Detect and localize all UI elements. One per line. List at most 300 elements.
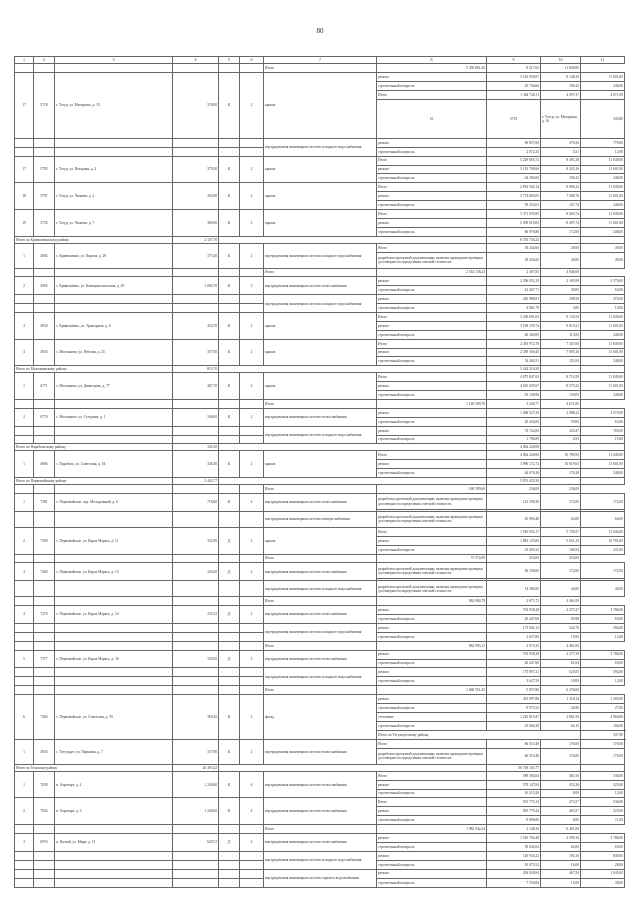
empty-cell — [240, 597, 264, 606]
district-total-label: Итого по Кривошеинскому району — [15, 236, 173, 243]
max-unit-cost: 44,00 — [581, 581, 625, 597]
cost-kind: строительный контроль — [377, 878, 487, 888]
empty-cell — [34, 851, 55, 860]
max-unit-cost: 3 786,00 — [581, 606, 625, 615]
max-unit-cost: 11 601,00 — [581, 72, 625, 81]
work-type: внутридомовая инженерная система холодного водоснабжения — [264, 668, 377, 686]
row-index: 2 — [15, 408, 34, 426]
work-type: внутридомовая инженерная система теплоснабжения — [264, 739, 377, 764]
empty-cell — [173, 554, 219, 563]
total-cost: 4 064 249,08 — [487, 451, 541, 460]
total-cost: 169 589,60 — [377, 485, 487, 494]
area: 357,90 — [173, 339, 219, 366]
floors: 2 — [240, 72, 264, 138]
empty-cell — [55, 147, 173, 156]
house-id: 4933 — [34, 739, 55, 764]
cost-kind: разработка проектной документации, включая проведение проверки достоверности определения сметной стоимости — [377, 511, 487, 527]
unit-cost: 44,00 — [541, 581, 581, 597]
max-unit-cost: 12,00 — [581, 789, 625, 798]
floors: 2 — [240, 339, 264, 366]
cost-kind: Итого — [377, 209, 487, 218]
floors: 4 — [240, 494, 264, 512]
max-unit-cost: 316,00 — [541, 554, 581, 563]
cost-kind: ремонт — [377, 807, 487, 816]
cost-kind: строительный контроль — [377, 417, 487, 426]
empty-cell — [219, 268, 240, 277]
area: 337,90 — [173, 739, 219, 764]
empty-cell — [541, 764, 581, 771]
max-unit-cost: 248,00 — [581, 391, 625, 400]
address: с. Первомайское, ул. Советская, д. 59 — [55, 695, 173, 740]
district-total-area: 337,90 — [581, 730, 625, 739]
max-unit-cost: 231,00 — [581, 545, 625, 554]
total-cost: 9 973,52 — [487, 703, 541, 712]
column-number: 2 — [34, 57, 55, 64]
empty-cell — [219, 869, 240, 878]
max-unit-cost: 248,00 — [581, 81, 625, 90]
max-unit-cost: 11 849,00 — [541, 64, 581, 73]
empty-cell — [34, 581, 55, 597]
empty-cell — [15, 686, 34, 695]
cost-kind: Итого — [264, 597, 377, 606]
empty-cell — [173, 138, 219, 147]
empty-cell — [34, 686, 55, 695]
empty-cell — [34, 64, 55, 73]
table-row — [15, 72, 625, 81]
area: 369,60 — [173, 209, 219, 236]
empty-cell — [15, 138, 34, 147]
unit-cost: 453,36 — [541, 780, 581, 789]
total-cost: 5 309 019,05 — [487, 218, 541, 227]
unit-cost: 461,56 — [541, 771, 581, 780]
cost-kind: ремонт — [377, 460, 487, 469]
max-unit-cost: 49,00 — [581, 243, 625, 252]
material: К — [219, 313, 240, 340]
max-unit-cost: 10 781,00 — [581, 536, 625, 545]
max-unit-cost: 63,00 — [581, 842, 625, 851]
empty-cell — [55, 686, 173, 695]
max-unit-cost: 49,00 — [581, 252, 625, 268]
empty-cell — [240, 554, 264, 563]
cost-kind: строительный контроль — [377, 469, 487, 478]
column-number: 8 — [377, 57, 487, 64]
material: К — [219, 243, 240, 268]
total-cost: 45 736,66 — [487, 81, 541, 90]
max-unit-cost: 63,00 — [581, 615, 625, 624]
cost-kind: Итого — [377, 339, 487, 348]
address: с. Первомайское, ул. Карла Маркса, д. 11 — [55, 527, 173, 554]
empty-cell — [15, 554, 34, 563]
unit-cost: 465,57 — [541, 807, 581, 816]
total-cost: 20 434,00 — [487, 417, 541, 426]
house-id: 4966 — [34, 451, 55, 478]
material: К — [219, 798, 240, 825]
empty-cell — [219, 485, 240, 494]
empty-cell — [173, 851, 219, 860]
empty-cell — [15, 304, 34, 313]
table-row — [15, 851, 625, 860]
table-row — [15, 485, 625, 494]
table-row — [15, 695, 625, 704]
empty-cell — [219, 597, 240, 606]
cost-kind: Итого — [264, 825, 377, 834]
table-row — [15, 554, 625, 563]
empty-cell — [55, 851, 173, 860]
total-cost: 3 230 691,63 — [487, 313, 541, 322]
cost-kind: ремонт — [377, 650, 487, 659]
max-unit-cost: 104,00 — [581, 721, 625, 730]
unit-cost: 2 165,99 — [541, 277, 581, 286]
empty-cell — [173, 400, 219, 409]
house-id: 6770 — [34, 408, 55, 426]
cost-kind: строительный контроль — [377, 721, 487, 730]
material: Д — [219, 650, 240, 668]
column-number: 4 — [173, 57, 219, 64]
district-total-label: Итого по Парабельскому району — [15, 444, 173, 451]
work-type: внутридомовая инженерная система теплоснабжения — [264, 277, 377, 295]
work-type: внутридомовая инженерная система теплоснабжения — [264, 408, 377, 426]
unit-cost: 16,00 — [541, 860, 581, 869]
area: 375,40 — [173, 243, 219, 268]
empty-cell — [219, 623, 240, 632]
table-row — [15, 563, 625, 579]
district-total-cost: 8 376 734,24 — [487, 236, 541, 243]
unit-cost: 3 148,36 — [487, 825, 541, 834]
empty-cell — [34, 147, 55, 156]
empty-cell — [219, 878, 240, 888]
empty-cell — [15, 623, 34, 632]
cost-kind: строительный контроль — [377, 789, 487, 798]
total-cost: 1 068 527,29 — [487, 408, 541, 417]
max-unit-cost: 27,00 — [581, 703, 625, 712]
total-cost: 74 724,00 — [487, 426, 541, 435]
max-unit-cost: 778,00 — [581, 138, 625, 147]
cost-kind: разработка проектной документации, включая проведение проверки достоверности определения сметной стоимости — [377, 563, 487, 579]
cost-kind: ремонт — [377, 348, 487, 357]
work-type: внутридомовая инженерная система теплоснабжения — [264, 563, 377, 581]
empty-cell — [55, 623, 173, 632]
empty-cell — [34, 641, 55, 650]
empty-cell — [34, 295, 55, 304]
cost-kind: строительный контроль — [377, 816, 487, 825]
unit-cost: 172,00 — [541, 227, 581, 236]
empty-cell — [219, 825, 240, 834]
max-unit-cost: 536,00 — [581, 798, 625, 807]
unit-cost: 220,47 — [541, 426, 581, 435]
work-type: крыша — [264, 313, 377, 340]
empty-cell — [219, 444, 487, 451]
floors: 2 — [240, 313, 264, 340]
empty-cell — [34, 677, 55, 686]
cost-kind: Итого — [264, 64, 377, 73]
cost-kind: Итого — [377, 739, 487, 748]
empty-cell — [173, 268, 219, 277]
empty-cell — [219, 236, 487, 243]
max-unit-cost: 248,00 — [581, 227, 625, 236]
max-unit-cost: 11,00 — [581, 816, 625, 825]
max-unit-cost: 594,00 — [581, 623, 625, 632]
table-row — [15, 400, 625, 409]
total-cost: 1 225 819,47 — [487, 712, 541, 721]
row-index: 6 — [15, 695, 34, 740]
floors: 2 — [240, 373, 264, 400]
material: К — [219, 183, 240, 210]
cost-kind: строительный контроль — [377, 391, 487, 400]
max-unit-cost: 248,00 — [581, 469, 625, 478]
row-index: 1 — [15, 771, 34, 798]
unit-cost: 8 148,20 — [541, 72, 581, 81]
unit-cost: 64,15 — [541, 721, 581, 730]
table-row — [15, 834, 625, 843]
empty-cell — [240, 581, 264, 597]
max-unit-cost: 12,00 — [581, 677, 625, 686]
material: К — [219, 494, 240, 512]
table-row — [15, 606, 625, 615]
max-unit-cost: 11 849,00 — [581, 339, 625, 348]
empty-cell — [34, 304, 55, 313]
total-cost: 59 353,61 — [487, 201, 541, 210]
row-index: 5 — [15, 650, 34, 668]
table-row — [15, 494, 625, 510]
floors: 2 — [240, 451, 264, 478]
unit-cost: 8 317,62 — [487, 64, 541, 73]
area: 1 249,60 — [173, 798, 219, 825]
material: К — [219, 209, 240, 236]
empty-cell — [55, 677, 173, 686]
max-unit-cost: 15,00 — [581, 435, 625, 444]
table-row — [15, 641, 625, 650]
empty-cell — [34, 860, 55, 869]
unit-cost: 62,00 — [541, 842, 581, 851]
empty-cell — [55, 869, 173, 878]
address: с. Молчаново, ул. Сутурина, д. 1 — [55, 408, 173, 426]
max-unit-cost: 11 601,00 — [581, 218, 625, 227]
cost-kind: Итого — [264, 686, 377, 695]
cost-kind: утепление — [377, 712, 487, 721]
cost-kind: ремонт — [377, 695, 487, 704]
work-type: внутридомовая инженерная система теплоснабжения — [264, 771, 377, 798]
house-id: 4905 — [34, 277, 55, 295]
empty-cell — [581, 478, 625, 485]
address: г. Тогур, ул. Мичурина, д. 16 — [541, 99, 581, 138]
row-index: 18 — [15, 183, 34, 210]
empty-cell — [219, 295, 240, 304]
area: 333,80 — [581, 99, 625, 138]
address: с. Первомайское, ул. Карла Маркса, д. 34 — [55, 606, 173, 624]
empty-cell — [34, 426, 55, 435]
max-unit-cost: 3 786,00 — [581, 834, 625, 843]
empty-cell — [173, 860, 219, 869]
total-cost: 66 976,80 — [487, 227, 541, 236]
district-total-cost: 5 951 433,30 — [487, 478, 541, 485]
unit-cost: 64,00 — [541, 511, 581, 527]
cost-kind: ремонт — [377, 869, 487, 878]
district-total-label: Итого по Молчановскому району — [15, 366, 173, 373]
total-cost: 3 190 159,74 — [487, 321, 541, 330]
total-cost: 40 260,09 — [487, 330, 541, 339]
row-index: 3 — [15, 834, 34, 852]
empty-cell — [173, 641, 219, 650]
total-cost: 5 256 861,20 — [377, 64, 487, 73]
unit-cost: 2 277,39 — [541, 650, 581, 659]
column-number: 6 — [240, 57, 264, 64]
unit-cost: 5 057,86 — [487, 686, 541, 695]
empty-cell — [55, 435, 173, 444]
max-unit-cost: 63,00 — [581, 417, 625, 426]
empty-cell — [55, 668, 173, 677]
unit-cost: 176,00 — [541, 739, 581, 748]
empty-cell — [240, 485, 264, 494]
area: 335,00 — [173, 650, 219, 668]
row-index: 2 — [15, 798, 34, 825]
max-unit-cost: 172,00 — [581, 563, 625, 579]
empty-cell — [240, 623, 264, 632]
cost-kind: ремонт — [377, 218, 487, 227]
cost-kind: ремонт — [377, 277, 487, 286]
table-row — [15, 825, 625, 834]
total-cost: 1 364 740,11 — [487, 90, 541, 99]
unit-cost: 10 619,63 — [541, 460, 581, 469]
empty-cell — [15, 581, 34, 597]
total-cost: 7 556,84 — [487, 878, 541, 888]
max-unit-cost: 28,00 — [581, 860, 625, 869]
table-row — [15, 277, 625, 286]
district-total-row — [15, 236, 625, 243]
empty-cell — [541, 478, 581, 485]
max-unit-cost: 248,00 — [581, 174, 625, 183]
empty-cell — [219, 677, 240, 686]
cost-kind: строительный контроль — [377, 677, 487, 686]
total-cost: 1 881 125,85 — [487, 536, 541, 545]
row-index: 1 — [15, 373, 34, 400]
total-cost: 581 779,44 — [487, 807, 541, 816]
empty-cell — [219, 511, 240, 527]
area: 332,90 — [173, 527, 219, 554]
empty-cell — [55, 400, 173, 409]
house-id: 6974 — [34, 834, 55, 852]
empty-cell — [240, 435, 264, 444]
house-id: 7399 — [34, 527, 55, 554]
max-unit-cost: 594,00 — [581, 668, 625, 677]
total-cost: 66 510,40 — [487, 739, 541, 748]
max-unit-cost: 63,00 — [581, 286, 625, 295]
table-row — [15, 339, 625, 348]
cost-kind: Итого — [377, 527, 487, 536]
floors: 2 — [240, 156, 264, 183]
district-total-row — [15, 764, 625, 771]
address: с. Первомайское, ул. Карла Маркса, д. 13 — [55, 563, 173, 581]
cost-kind: ремонт — [377, 851, 487, 860]
total-cost: 39 042,64 — [487, 842, 541, 851]
table-row — [15, 597, 625, 606]
cost-kind: Итого — [264, 554, 377, 563]
empty-cell — [219, 641, 240, 650]
empty-cell — [581, 444, 625, 451]
table-row — [15, 869, 625, 878]
cost-kind: строительный контроль — [377, 615, 487, 624]
material: К — [219, 451, 240, 478]
empty-cell — [240, 677, 264, 686]
house-id: 3735 — [34, 209, 55, 236]
empty-cell — [34, 878, 55, 888]
work-type: внутридомовая инженерная система горячего водоснабжения — [264, 869, 377, 887]
unit-cost: 3,85 — [541, 304, 581, 313]
unit-cost: 170,28 — [541, 469, 581, 478]
empty-cell — [581, 236, 625, 243]
unit-cost: 8 714,59 — [541, 373, 581, 382]
house-id: 7376 — [34, 606, 55, 624]
empty-cell — [34, 668, 55, 677]
work-type: крыша — [264, 209, 377, 236]
floors: 2 — [240, 606, 264, 624]
empty-cell — [173, 485, 219, 494]
empty-cell — [219, 554, 240, 563]
empty-cell — [219, 138, 240, 147]
unit-cost: 2 407,85 — [487, 268, 541, 277]
table-row — [15, 426, 625, 435]
table-row — [15, 668, 625, 677]
unit-cost: 139,03 — [541, 391, 581, 400]
max-unit-cost: 474,00 — [581, 295, 625, 304]
max-unit-cost: 11 601,00 — [581, 348, 625, 357]
empty-cell — [219, 851, 240, 860]
max-unit-cost: 783,00 — [581, 426, 625, 435]
table-row — [15, 623, 625, 632]
address: с. Кривошеино, ул. Кирова, д. 29 — [55, 243, 173, 268]
work-type: внутридомовая инженерная система холодного водоснабжения — [264, 581, 377, 597]
row-index: 4 — [15, 606, 34, 624]
unit-cost: 236,00 — [487, 485, 541, 494]
area: 718,60 — [173, 494, 219, 512]
floors: 2 — [240, 527, 264, 554]
empty-cell — [581, 366, 625, 373]
empty-cell — [240, 860, 264, 869]
column-number: 9 — [487, 57, 541, 64]
max-unit-cost: 12,00 — [581, 147, 625, 156]
page-number: 80 — [316, 27, 324, 35]
row-index: 1 — [15, 739, 34, 764]
max-unit-cost: 11 849,00 — [581, 373, 625, 382]
material: К — [219, 739, 240, 764]
table-row — [15, 771, 625, 780]
house-id: 7400 — [34, 563, 55, 581]
max-unit-cost: 849,00 — [581, 851, 625, 860]
material: Д — [219, 834, 240, 852]
area: 363,90 — [173, 183, 219, 210]
floors: 4 — [240, 798, 264, 825]
cost-kind: ремонт — [377, 382, 487, 391]
total-cost: 579 147,84 — [487, 780, 541, 789]
district-total-row — [15, 478, 625, 485]
cost-kind: строительный контроль — [377, 227, 487, 236]
total-cost: 56 158,00 — [487, 563, 541, 579]
cost-kind: строительный контроль — [377, 147, 487, 156]
cost-kind: ремонт — [377, 408, 487, 417]
material: К — [219, 695, 240, 740]
floors: 2 — [240, 563, 264, 581]
unit-cost: 473,57 — [541, 798, 581, 807]
max-unit-cost: 11 849,00 — [581, 156, 625, 165]
total-cost: 1 706,89 — [487, 435, 541, 444]
floors: 5 — [240, 277, 264, 295]
house-id: 4902 — [34, 243, 55, 268]
empty-cell — [15, 147, 34, 156]
total-cost: 3 627,50 — [487, 677, 541, 686]
row-index: 1 — [15, 451, 34, 478]
cost-kind: Итого — [264, 485, 377, 494]
unit-cost: 12,00 — [541, 878, 581, 888]
empty-cell — [240, 147, 264, 156]
